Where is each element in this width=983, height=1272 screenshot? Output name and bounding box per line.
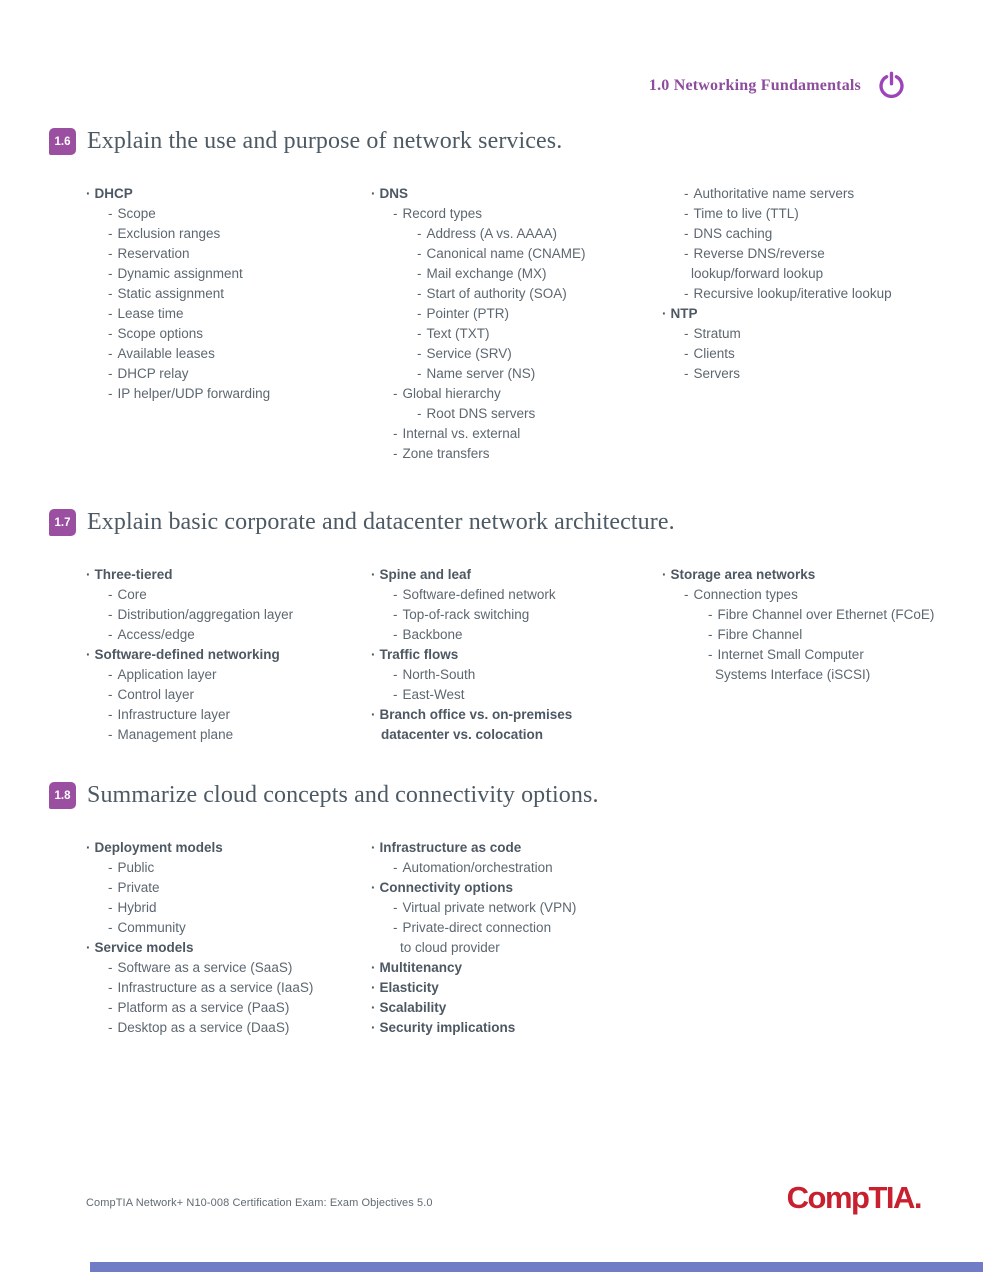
dash-marker: - xyxy=(108,386,113,401)
list-item xyxy=(371,938,662,958)
dash-marker: - xyxy=(108,306,113,321)
list-item xyxy=(662,344,959,364)
list-item-text: Canonical name (CNAME) xyxy=(426,246,586,261)
dash-marker: - xyxy=(393,900,398,915)
dash-marker: - xyxy=(417,366,422,381)
dash-marker: - xyxy=(684,587,689,602)
list-item-text: Infrastructure layer xyxy=(117,707,231,722)
bullet-marker: · xyxy=(371,567,376,582)
list-item xyxy=(662,284,959,304)
bullet-marker: · xyxy=(86,647,91,662)
list-item xyxy=(86,858,371,878)
dash-marker: - xyxy=(108,206,113,221)
list-item xyxy=(371,1018,662,1038)
dash-marker: - xyxy=(393,607,398,622)
list-item-text: DNS caching xyxy=(693,226,773,241)
section-number-badge: 1.8 xyxy=(49,782,76,809)
dash-marker: - xyxy=(393,206,398,221)
list-item-text: Static assignment xyxy=(117,286,225,301)
dash-marker: - xyxy=(417,326,422,341)
objectives-column xyxy=(86,565,371,745)
list-item-text: Record types xyxy=(402,206,483,221)
list-item xyxy=(662,645,959,665)
bullet-marker: · xyxy=(371,647,376,662)
section-header xyxy=(49,782,959,809)
list-item-text: Virtual private network (VPN) xyxy=(402,900,577,915)
list-item xyxy=(86,898,371,918)
list-item xyxy=(86,244,371,264)
dash-marker: - xyxy=(393,627,398,642)
list-item-text: Automation/orchestration xyxy=(402,860,553,875)
list-item xyxy=(86,344,371,364)
list-item-text: Start of authority (SOA) xyxy=(426,286,567,301)
list-item xyxy=(662,625,959,645)
list-item xyxy=(662,224,959,244)
list-item-text: Traffic flows xyxy=(379,647,459,662)
list-item xyxy=(371,565,662,585)
list-item xyxy=(86,204,371,224)
section-title: Summarize cloud concepts and connectivity options. xyxy=(87,782,599,808)
list-item xyxy=(86,938,371,958)
list-item-text: Private xyxy=(117,880,160,895)
list-item-text: Storage area networks xyxy=(670,567,816,582)
dash-marker: - xyxy=(393,920,398,935)
list-item-text: Scalability xyxy=(379,1000,447,1015)
list-item-text: Internal vs. external xyxy=(402,426,521,441)
list-item-text: Top-of-rack switching xyxy=(402,607,530,622)
bullet-marker: · xyxy=(662,306,667,321)
list-item xyxy=(371,364,662,384)
list-item xyxy=(371,898,662,918)
dash-marker: - xyxy=(684,246,689,261)
list-item-text: Available leases xyxy=(117,346,215,361)
list-item-text: Recursive lookup/iterative lookup xyxy=(693,286,892,301)
list-item-text: Systems Interface (iSCSI) xyxy=(715,667,871,682)
bullet-marker: · xyxy=(371,1020,376,1035)
list-item xyxy=(371,304,662,324)
section-1-6 xyxy=(49,128,959,464)
list-item xyxy=(86,998,371,1018)
list-item xyxy=(662,324,959,344)
chapter-label: 1.0 Networking Fundamentals xyxy=(648,76,861,94)
list-item-text: Text (TXT) xyxy=(426,326,490,341)
section-number-badge: 1.7 xyxy=(49,509,76,536)
list-item-text: DNS xyxy=(379,186,409,201)
list-item xyxy=(371,918,662,938)
list-item-text: lookup/forward lookup xyxy=(691,266,824,281)
list-item xyxy=(86,665,371,685)
list-item-text: Core xyxy=(117,587,147,602)
dash-marker: - xyxy=(708,607,713,622)
dash-marker: - xyxy=(393,426,398,441)
dash-marker: - xyxy=(684,346,689,361)
dash-marker: - xyxy=(684,366,689,381)
dash-marker: - xyxy=(108,980,113,995)
list-item xyxy=(86,918,371,938)
list-item-text: Connection types xyxy=(693,587,798,602)
dash-marker: - xyxy=(393,587,398,602)
list-item-text: Scope xyxy=(117,206,156,221)
dash-marker: - xyxy=(684,286,689,301)
section-1-8 xyxy=(49,782,959,1038)
list-item xyxy=(86,565,371,585)
dash-marker: - xyxy=(108,687,113,702)
dash-marker: - xyxy=(108,1020,113,1035)
dash-marker: - xyxy=(393,860,398,875)
list-item-text: Software as a service (SaaS) xyxy=(117,960,293,975)
dash-marker: - xyxy=(684,326,689,341)
list-item xyxy=(371,244,662,264)
list-item-text: datacenter vs. colocation xyxy=(381,727,544,742)
list-item-text: Software-defined networking xyxy=(94,647,280,662)
list-item xyxy=(371,858,662,878)
list-item xyxy=(86,685,371,705)
list-item xyxy=(371,444,662,464)
list-item-text: Dynamic assignment xyxy=(117,266,243,281)
list-item-text: Internet Small Computer xyxy=(717,647,864,662)
dash-marker: - xyxy=(108,246,113,261)
list-item xyxy=(371,224,662,244)
list-item xyxy=(662,244,959,264)
dash-marker: - xyxy=(108,627,113,642)
list-item-text: Zone transfers xyxy=(402,446,490,461)
objectives-column xyxy=(86,838,371,1038)
list-item xyxy=(371,685,662,705)
dash-marker: - xyxy=(393,386,398,401)
list-item xyxy=(662,585,959,605)
dash-marker: - xyxy=(393,687,398,702)
list-item-text: DHCP xyxy=(94,186,133,201)
dash-marker: - xyxy=(417,406,422,421)
list-item xyxy=(86,838,371,858)
list-item xyxy=(662,304,959,324)
dash-marker: - xyxy=(684,226,689,241)
list-item-text: Fibre Channel xyxy=(717,627,803,642)
list-item-text: Time to live (TTL) xyxy=(693,206,799,221)
list-item xyxy=(662,204,959,224)
list-item-text: Authoritative name servers xyxy=(693,186,855,201)
list-item-text: Deployment models xyxy=(94,840,223,855)
list-item xyxy=(86,625,371,645)
bullet-marker: · xyxy=(371,880,376,895)
list-item xyxy=(371,605,662,625)
list-item-text: DHCP relay xyxy=(117,366,189,381)
list-item-text: Stratum xyxy=(693,326,741,341)
bullet-marker: · xyxy=(371,186,376,201)
list-item-text: Fibre Channel over Ethernet (FCoE) xyxy=(717,607,935,622)
list-item-text: Desktop as a service (DaaS) xyxy=(117,1020,290,1035)
list-item xyxy=(86,705,371,725)
dash-marker: - xyxy=(108,727,113,742)
list-item xyxy=(662,364,959,384)
dash-marker: - xyxy=(393,667,398,682)
list-item xyxy=(371,344,662,364)
list-item-text: Root DNS servers xyxy=(426,406,536,421)
list-item-text: Service (SRV) xyxy=(426,346,512,361)
list-item-text: Elasticity xyxy=(379,980,439,995)
dash-marker: - xyxy=(393,446,398,461)
list-item xyxy=(371,324,662,344)
list-item xyxy=(662,264,959,284)
dash-marker: - xyxy=(417,226,422,241)
list-item-text: Security implications xyxy=(379,1020,516,1035)
bullet-marker: · xyxy=(371,960,376,975)
list-item-text: Name server (NS) xyxy=(426,366,536,381)
dash-marker: - xyxy=(108,366,113,381)
list-item xyxy=(86,725,371,745)
section-columns xyxy=(86,184,959,464)
list-item xyxy=(662,565,959,585)
section-title: Explain the use and purpose of network services. xyxy=(87,128,563,154)
dash-marker: - xyxy=(108,1000,113,1015)
list-item xyxy=(371,665,662,685)
list-item-text: Private-direct connection xyxy=(402,920,552,935)
list-item xyxy=(86,878,371,898)
list-item-text: Lease time xyxy=(117,306,184,321)
list-item-text: Branch office vs. on-premises xyxy=(379,707,573,722)
list-item-text: Software-defined network xyxy=(402,587,556,602)
section-number-badge: 1.6 xyxy=(49,128,76,155)
list-item-text: Hybrid xyxy=(117,900,157,915)
list-item xyxy=(371,958,662,978)
objectives-column xyxy=(86,184,371,404)
list-item xyxy=(86,1018,371,1038)
page-header xyxy=(649,70,907,101)
objectives-column xyxy=(371,838,662,1038)
list-item-text: East-West xyxy=(402,687,465,702)
list-item-text: Mail exchange (MX) xyxy=(426,266,547,281)
list-item-text: Exclusion ranges xyxy=(117,226,221,241)
dash-marker: - xyxy=(108,286,113,301)
list-item xyxy=(86,264,371,284)
list-item xyxy=(662,605,959,625)
list-item-text: Distribution/aggregation layer xyxy=(117,607,294,622)
list-item xyxy=(86,958,371,978)
dash-marker: - xyxy=(417,346,422,361)
list-item xyxy=(86,605,371,625)
dash-marker: - xyxy=(108,346,113,361)
list-item xyxy=(86,364,371,384)
list-item xyxy=(371,838,662,858)
dash-marker: - xyxy=(684,206,689,221)
list-item-text: NTP xyxy=(670,306,698,321)
dash-marker: - xyxy=(108,667,113,682)
list-item-text: Spine and leaf xyxy=(379,567,472,582)
list-item xyxy=(371,645,662,665)
section-title: Explain basic corporate and datacenter network architecture. xyxy=(87,509,675,535)
dash-marker: - xyxy=(417,266,422,281)
dash-marker: - xyxy=(708,647,713,662)
list-item-text: Community xyxy=(117,920,186,935)
list-item xyxy=(371,705,662,725)
list-item xyxy=(86,585,371,605)
list-item-text: Management plane xyxy=(117,727,234,742)
dash-marker: - xyxy=(108,707,113,722)
list-item-text: Reverse DNS/reverse xyxy=(693,246,825,261)
section-columns xyxy=(86,838,959,1038)
list-item-text: IP helper/UDP forwarding xyxy=(117,386,271,401)
footer-document-title: CompTIA Network+ N10-008 Certification Exam: Exam Objectives 5.0 xyxy=(86,1197,433,1209)
power-icon xyxy=(876,70,907,101)
bullet-marker: · xyxy=(371,1000,376,1015)
dash-marker: - xyxy=(108,587,113,602)
list-item xyxy=(662,184,959,204)
dash-marker: - xyxy=(108,326,113,341)
list-item xyxy=(371,998,662,1018)
list-item xyxy=(371,878,662,898)
section-header xyxy=(49,128,959,155)
list-item xyxy=(86,284,371,304)
bullet-marker: · xyxy=(371,707,376,722)
list-item xyxy=(371,978,662,998)
dash-marker: - xyxy=(108,960,113,975)
list-item xyxy=(86,384,371,404)
dash-marker: - xyxy=(108,880,113,895)
list-item xyxy=(371,204,662,224)
list-item xyxy=(86,304,371,324)
list-item-text: Public xyxy=(117,860,155,875)
objectives-column xyxy=(371,565,662,745)
list-item xyxy=(371,384,662,404)
list-item-text: Infrastructure as a service (IaaS) xyxy=(117,980,314,995)
dash-marker: - xyxy=(417,306,422,321)
list-item xyxy=(371,284,662,304)
list-item xyxy=(371,404,662,424)
list-item xyxy=(371,725,662,745)
dash-marker: - xyxy=(708,627,713,642)
list-item xyxy=(371,424,662,444)
list-item xyxy=(371,625,662,645)
bullet-marker: · xyxy=(86,840,91,855)
list-item-text: Scope options xyxy=(117,326,204,341)
bullet-marker: · xyxy=(662,567,667,582)
list-item-text: Application layer xyxy=(117,667,217,682)
list-item xyxy=(86,324,371,344)
dash-marker: - xyxy=(108,920,113,935)
dash-marker: - xyxy=(108,226,113,241)
objectives-column xyxy=(662,184,959,384)
comptia-logo: CompTIA. xyxy=(786,1180,921,1215)
list-item-text: Infrastructure as code xyxy=(379,840,522,855)
list-item-text: Reservation xyxy=(117,246,190,261)
dash-marker: - xyxy=(417,286,422,301)
list-item-text: North-South xyxy=(402,667,476,682)
objectives-column xyxy=(662,565,959,685)
dash-marker: - xyxy=(108,607,113,622)
list-item xyxy=(371,264,662,284)
section-columns xyxy=(86,565,959,745)
list-item-text: Connectivity options xyxy=(379,880,514,895)
list-item-text: Clients xyxy=(693,346,735,361)
list-item-text: Control layer xyxy=(117,687,195,702)
list-item xyxy=(86,184,371,204)
list-item-text: Multitenancy xyxy=(379,960,463,975)
list-item-text: Access/edge xyxy=(117,627,195,642)
list-item-text: Global hierarchy xyxy=(402,386,501,401)
dash-marker: - xyxy=(108,900,113,915)
list-item xyxy=(371,585,662,605)
list-item-text: Backbone xyxy=(402,627,463,642)
list-item xyxy=(662,665,959,685)
bullet-marker: · xyxy=(371,980,376,995)
bullet-marker: · xyxy=(86,940,91,955)
bullet-marker: · xyxy=(371,840,376,855)
list-item-text: to cloud provider xyxy=(400,940,500,955)
list-item xyxy=(86,978,371,998)
list-item-text: Platform as a service (PaaS) xyxy=(117,1000,290,1015)
dash-marker: - xyxy=(684,186,689,201)
objectives-column xyxy=(371,184,662,464)
bullet-marker: · xyxy=(86,567,91,582)
dash-marker: - xyxy=(108,266,113,281)
list-item xyxy=(371,184,662,204)
list-item xyxy=(86,224,371,244)
bullet-marker: · xyxy=(86,186,91,201)
section-header xyxy=(49,509,959,536)
dash-marker: - xyxy=(417,246,422,261)
list-item-text: Pointer (PTR) xyxy=(426,306,510,321)
list-item-text: Three-tiered xyxy=(94,567,173,582)
list-item-text: Address (A vs. AAAA) xyxy=(426,226,558,241)
dash-marker: - xyxy=(108,860,113,875)
list-item xyxy=(86,645,371,665)
list-item-text: Servers xyxy=(693,366,741,381)
bottom-accent-bar xyxy=(90,1262,983,1272)
list-item-text: Service models xyxy=(94,940,194,955)
section-1-7 xyxy=(49,509,959,745)
